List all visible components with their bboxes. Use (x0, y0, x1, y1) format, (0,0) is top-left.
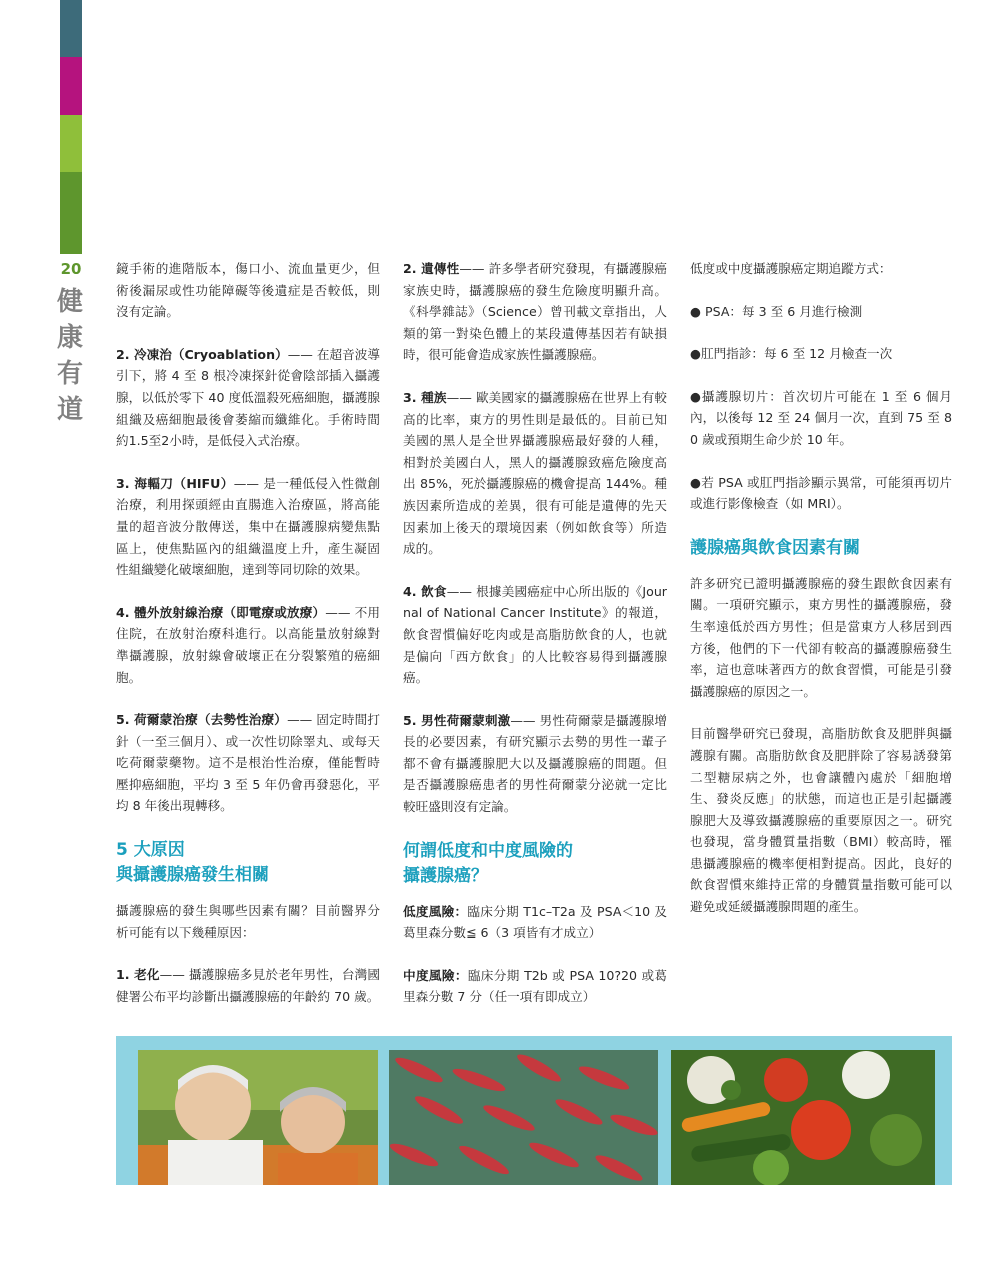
text-column-2 (403, 258, 667, 1008)
section-title-char: 道 (56, 395, 83, 425)
salmon-photo (389, 1050, 658, 1185)
bullet-text: ●攝護腺切片：首次切片可能在 1 至 6 個月內，以後每 12 至 24 個月一次，直到 75 至 80 歲或預期生命少於 10 年。 (690, 388, 952, 447)
item-text: —— 攝護腺癌多見於老年男性，台灣國健署公布平均診斷出攝護腺癌的年齡約 70 歲。 (116, 967, 380, 1004)
section-title (56, 284, 84, 428)
heading-line: 與攝護腺癌發生相關 (116, 865, 269, 886)
risk-low (403, 901, 667, 944)
heading-line: 攝護腺癌？ (403, 865, 488, 886)
page-number: 20 (60, 260, 82, 278)
bullet-text: ●肛門指診：每 6 至 12 月檢查一次 (690, 346, 893, 362)
item-text: —— 男性荷爾蒙是攝護腺增長的必要因素，有研究顯示去勢的男性一輩子都不會有攝護腺肥大以及攝護腺癌的問題。但是否攝護腺癌患者的男性荷爾蒙分泌就一定比較旺盛則沒有定論。 (403, 712, 667, 815)
vegetables-photo (671, 1050, 935, 1185)
section-heading-causes (116, 838, 380, 888)
heading-line: 何謂低度和中度風險的 (403, 840, 573, 861)
paragraph-text: 鏡手術的進階版本，傷口小、流血量更少，但術後漏尿或性功能障礙等後遺症是否較低，則沒有定論。 (116, 261, 380, 320)
item-label: 3. 種族 (403, 389, 447, 405)
item-text: 臨床分期 T1c–T2a 及 PSA＜10 及葛里森分數≦ 6（3 項皆有才成立） (403, 903, 668, 941)
item-label: 4. 飲食 (403, 583, 447, 599)
item-text: 臨床分期 T2b 或 PSA 10?20 或葛里森分數 7 分（任一項有即成立） (403, 967, 668, 1005)
paragraph-text: 攝護腺癌的發生與哪些因素有關？目前醫界分析可能有以下幾種原因： (116, 903, 380, 940)
cause-item-5 (403, 710, 667, 818)
item-label: 3. 海輻刀（HIFU） (116, 475, 234, 491)
elderly-couple-photo (138, 1050, 378, 1185)
cause-item-3 (403, 387, 667, 560)
item-label: 2. 冷凍治（Cryoablation） (116, 346, 288, 362)
item-label: 5. 荷爾蒙治療（去勢性治療） (116, 712, 288, 728)
section-title-char: 健 (56, 287, 83, 317)
bullet-item (690, 386, 952, 451)
paragraph (116, 258, 380, 323)
paragraph-text: 許多研究已證明攝護腺癌的發生跟飲食因素有關。一項研究顯示，東方男性的攝護腺癌，發生率遠低於西方男性；但是當東方人移居到西方後，他們的下一代卻有較高的攝護腺癌發生率，這也意味著西方的飲食習慣，可能是引發攝護腺癌的原因之一。 (690, 575, 952, 699)
item-text: —— 不用住院，在放射治療科進行。以高能量放射線對準攝護腺，放射線會破壞正在分裂繁殖的癌細胞。 (116, 604, 380, 685)
section-title-char: 有 (56, 359, 83, 389)
section-title-char: 康 (56, 323, 83, 353)
section-heading-diet: 護腺癌與飲食因素有關 (690, 537, 860, 558)
item-text: —— 歐美國家的攝護腺癌在世界上有較高的比率，東方的男性則是最低的。目前已知美國的黑人是全世界攝護腺癌最好發的人種，相對於美國白人，黑人的攝護腺致癌危險度高出 85%，死於攝護腺癌的機會提高 144%。種族因素所造成的差異，很有可能是遺傳的先天因素加上後天的環境因素（例如飲食等）所造成的。 (403, 389, 667, 557)
treatment-item-4 (116, 602, 380, 688)
bullet-text: ● PSA：每 3 至 6 月進行檢測 (690, 303, 863, 319)
bullet-item (690, 472, 952, 515)
margin-color-bar-teal (60, 0, 82, 57)
paragraph (116, 900, 380, 943)
paragraph (690, 723, 952, 917)
treatment-item-2 (116, 344, 380, 452)
bullet-item (690, 343, 952, 365)
margin-color-bar-magenta (60, 57, 82, 115)
text-column-1 (116, 258, 380, 1007)
item-label: 1. 老化 (116, 967, 160, 983)
item-label: 低度風險： (403, 903, 468, 919)
risk-mid (403, 965, 667, 1008)
item-text: —— 根據美國癌症中心所出版的《Journal of National Cancer Institute》的報道，飲食習慣偏好吃肉或是高脂肪飲食的人，也就是偏向「西方飲食」的人比較容易得到攝護腺癌。 (403, 583, 667, 686)
item-label: 2. 遺傳性 (403, 261, 460, 276)
treatment-item-3 (116, 473, 380, 581)
cause-item-4 (403, 581, 667, 689)
margin-color-bar-lime (60, 115, 82, 172)
cause-item-2 (403, 258, 667, 366)
text-column-3 (690, 258, 952, 918)
cause-item-1 (116, 964, 380, 1007)
margin-color-bar-green (60, 172, 82, 254)
paragraph (690, 258, 952, 280)
paragraph-text: 目前醫學研究已發現，高脂肪飲食及肥胖與攝護腺有關。高脂肪飲食及肥胖除了容易誘發第二型糖尿病之外，也會讓體內處於「細胞增生、發炎反應」的狀態，而這也正是引起攝護腺肥大及導致攝護腺癌的重要原因之一。研究也發現，當身體質量指數（BMI）較高時，罹患攝護腺癌的機率便相對提高。因此，良好的飲食習慣來維持正常的身體質量指數可能可以避免或延緩攝護腺問題的產生。 (690, 726, 952, 915)
item-label: 中度風險： (403, 967, 468, 983)
photo-strip (116, 1036, 952, 1185)
item-text: —— 固定時間打針（一至三個月）、或一次性切除睪丸、或每天吃荷爾蒙藥物。這不是根治性治療，僅能暫時壓抑癌細胞，平均 3 至 5 年仍會再發惡化，平均 8 年後出現轉移。 (116, 712, 380, 814)
paragraph-text: 低度或中度攝護腺癌定期追蹤方式： (690, 261, 892, 276)
heading-line: 5 大原因 (116, 840, 185, 861)
item-label: 5. 男性荷爾蒙刺激 (403, 712, 511, 728)
item-text: —— 在超音波導引下，將 4 至 8 根冷凍探針從會陰部插入攝護腺，以低於零下 40 度低溫殺死癌細胞，攝護腺組織及癌細胞最後會萎縮而纖維化。手術時間約1.5至2小時，是低侵入式治療。 (116, 346, 380, 449)
bullet-text: ●若 PSA 或肛門指診顯示異常，可能須再切片或進行影像檢查（如 MRI）。 (690, 474, 952, 512)
item-text: —— 許多學者研究發現，有攝護腺癌家族史時，攝護腺癌的發生危險度明顯升高。《科學雜誌》（Science）曾刊載文章指出，人類的第一對染色體上的某段遺傳基因若有缺損時，很可能會造成家族性攝護腺癌。 (403, 261, 667, 363)
treatment-item-5 (116, 709, 380, 817)
item-label: 4. 體外放射線治療（即電療或放療） (116, 604, 326, 620)
section-heading-risk (403, 839, 667, 889)
bullet-item (690, 301, 952, 323)
paragraph (690, 573, 952, 703)
item-text: —— 是一種低侵入性微創治療，利用探頭經由直腸進入治療區，將高能量的超音波分散傳送，集中在攝護腺病變焦點區上，使焦點區內的組織溫度上升，產生凝固性組織變化破壞細胞，達到等同切除的效果。 (116, 475, 380, 578)
